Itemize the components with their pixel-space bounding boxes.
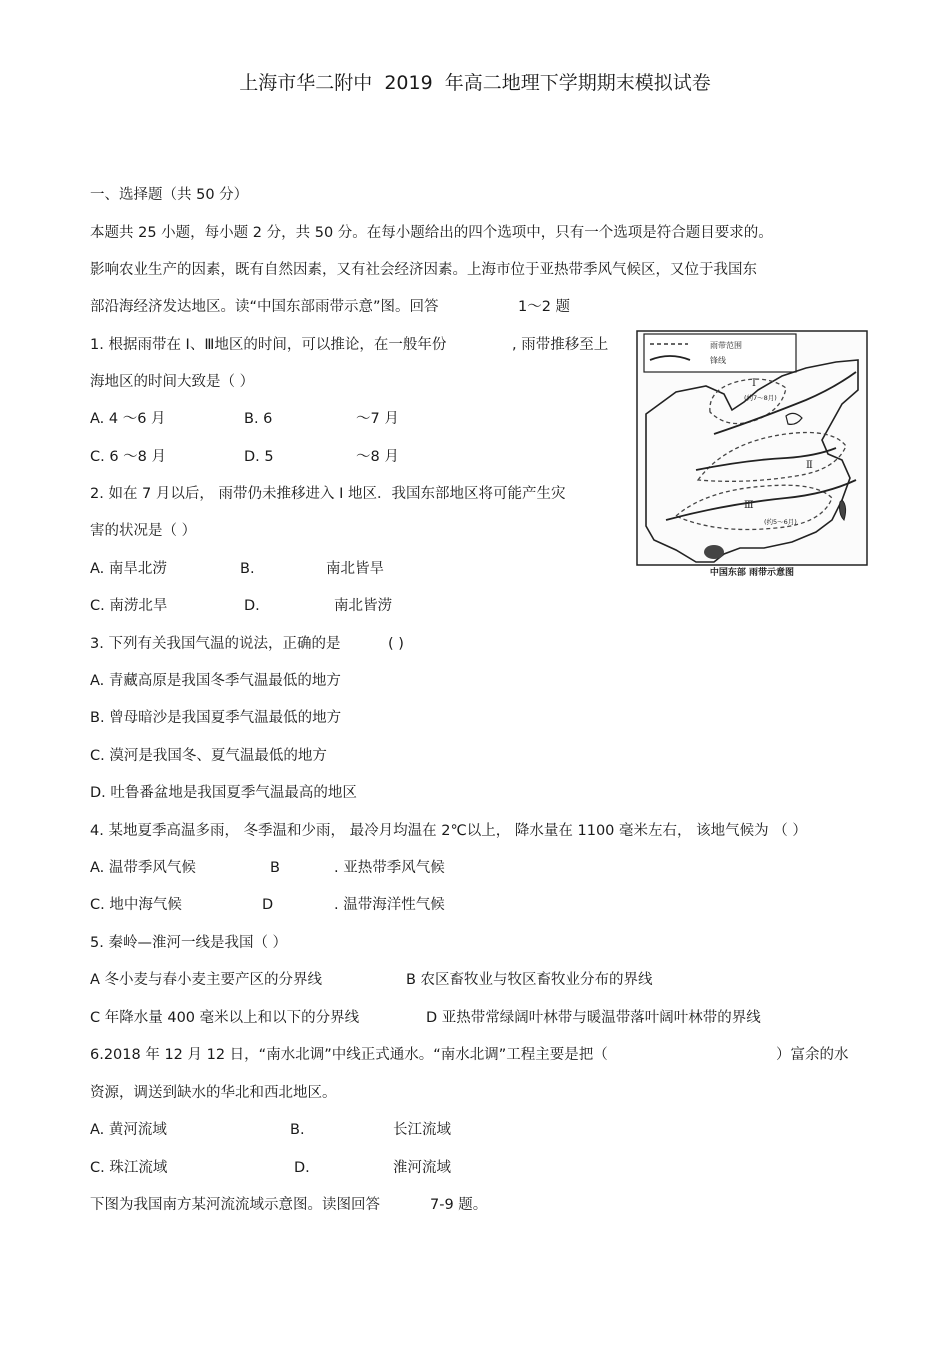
- q2-stem-1: 2. 如在 7 月以后， 雨带仍未推移进入 Ⅰ 地区．我国东部地区将可能产生灾: [90, 486, 566, 502]
- context-line-2: 部沿海经济发达地区。读“中国东部雨带示意”图。回答: [90, 299, 439, 315]
- instructions: 本题共 25 小题，每小题 2 分，共 50 分。在每小题给出的四个选项中，只有一个选项是符合题目要求的。: [90, 225, 773, 241]
- context-range: 1～2 题: [518, 299, 571, 315]
- rain-belt-map-svg: [636, 330, 868, 578]
- q1-option-b: B. 6: [244, 411, 273, 427]
- map-caption: 中国东部 雨带示意图: [709, 568, 795, 578]
- q6-stem-2: 资源，调送到缺水的华北和西北地区。: [90, 1085, 337, 1101]
- q5-option-d: D 亚热带常绿阔叶林带与暖温带落叶阔叶林带的界线: [426, 1010, 761, 1026]
- q4-option-a: A. 温带季风气候: [90, 860, 196, 876]
- q2-option-d-text: 南北皆涝: [334, 598, 392, 614]
- q6-option-a: A. 黄河流域: [90, 1122, 167, 1138]
- q6-stem-1b: ）富余的水: [776, 1047, 849, 1063]
- q6-option-b: B.: [290, 1122, 305, 1138]
- q4-option-d: D: [262, 897, 274, 913]
- q6-stem-1: 6.2018 年 12 月 12 日，“南水北调”中线正式通水。“南水北调”工程主要是把（: [90, 1047, 608, 1063]
- next-instructions: 下图为我国南方某河流流域示意图。读图回答: [90, 1197, 380, 1213]
- q5-option-b: B 农区畜牧业与牧区畜牧业分布的界线: [406, 972, 653, 988]
- legend-rain-label: 雨带范围: [710, 341, 742, 350]
- q3-option-d: D. 吐鲁番盆地是我国夏季气温最高的地区: [90, 785, 357, 801]
- next-range: 7-9 题。: [430, 1197, 488, 1213]
- q1-option-d-text: ～8 月: [356, 449, 399, 465]
- q2-option-b: B.: [240, 561, 255, 577]
- region-III-label: Ⅲ: [744, 500, 754, 511]
- q2-option-a: A. 南旱北涝: [90, 561, 167, 577]
- q6-option-d: D.: [294, 1160, 310, 1176]
- q5-stem: 5. 秦岭—淮河一线是我国（ ）: [90, 935, 288, 951]
- q5-option-c: C 年降水量 400 毫米以上和以下的分界线: [90, 1010, 360, 1026]
- q3-option-c: C. 漠河是我国冬、夏气温最低的地方: [90, 748, 327, 764]
- q4-option-b: B: [270, 860, 280, 876]
- q3-option-b: B. 曾母暗沙是我国夏季气温最低的地方: [90, 710, 342, 726]
- q6-option-c: C. 珠江流域: [90, 1160, 168, 1176]
- legend-front-label: 锋线: [710, 356, 726, 365]
- q1-option-b-text: ～7 月: [356, 411, 399, 427]
- region-III-time: (约5～6月): [764, 518, 797, 526]
- q1-stem-1: 1. 根据雨带在 Ⅰ、Ⅲ地区的时间，可以推论，在一般年份: [90, 337, 447, 353]
- q2-option-c: C. 南涝北旱: [90, 598, 168, 614]
- q5-option-a: A 冬小麦与春小麦主要产区的分界线: [90, 972, 323, 988]
- q2-stem-2: 害的状况是（ ）: [90, 523, 197, 539]
- q4-option-b-text: . 亚热带季风气候: [334, 860, 445, 876]
- region-I-label: Ⅰ: [752, 378, 756, 389]
- q6-option-b-text: 长江流域: [393, 1122, 451, 1138]
- rain-belt-map: [636, 330, 868, 578]
- q1-option-d: D. 5: [244, 449, 274, 465]
- q4-stem: 4. 某地夏季高温多雨， 冬季温和少雨， 最冷月均温在 2℃以上， 降水量在 1100 毫米左右， 该地气候为 （ ）: [90, 823, 807, 839]
- q4-option-c: C. 地中海气候: [90, 897, 182, 913]
- q1-stem-1b: , 雨带推移至上: [512, 337, 609, 353]
- page-title: 上海市华二附中 2019 年高二地理下学期期末模拟试卷: [239, 72, 711, 94]
- region-II-label: Ⅱ: [806, 460, 813, 471]
- context-line-1: 影响农业生产的因素，既有自然因素，又有社会经济因素。上海市位于亚热带季风气候区，又位于我国东: [90, 262, 757, 278]
- q2-option-d: D.: [244, 598, 260, 614]
- region-I-time: (约7～8月): [744, 394, 777, 402]
- q3-option-a: A. 青藏高原是我国冬季气温最低的地方: [90, 673, 341, 689]
- q1-option-a: A. 4 ～6 月: [90, 411, 166, 427]
- q3-paren: ( ): [388, 636, 404, 652]
- q1-option-c: C. 6 ～8 月: [90, 449, 167, 465]
- q2-option-b-text: 南北皆旱: [326, 561, 384, 577]
- q1-stem-2: 海地区的时间大致是（ ）: [90, 374, 255, 390]
- section-heading: 一、选择题（共 50 分）: [90, 187, 249, 203]
- q4-option-d-text: . 温带海洋性气候: [334, 897, 445, 913]
- q3-stem: 3. 下列有关我国气温的说法，正确的是: [90, 636, 341, 652]
- q6-option-d-text: 淮河流域: [393, 1160, 451, 1176]
